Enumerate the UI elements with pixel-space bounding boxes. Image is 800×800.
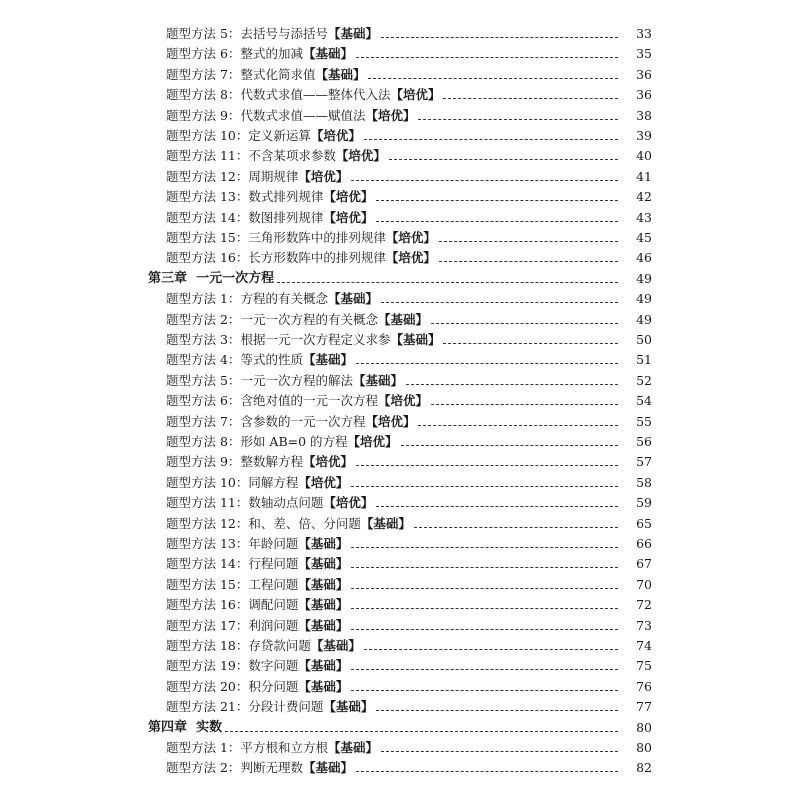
toc-entry-text: 等式的性质 — [240, 352, 303, 368]
toc-leader-dots — [376, 709, 618, 711]
toc-leader-dots — [431, 322, 618, 324]
toc-entry-title — [166, 87, 440, 103]
toc-leader-dots — [381, 36, 618, 38]
toc-entry[interactable] — [0, 695, 800, 715]
toc-entry-label: 题型方法 21： — [166, 699, 249, 715]
toc-entry-tag: 【培优】 — [377, 393, 428, 409]
toc-page-number: 45 — [636, 230, 652, 245]
toc-entry-title — [166, 332, 440, 348]
toc-page-number: 80 — [636, 740, 652, 755]
toc-leader-dots — [381, 301, 618, 303]
toc-leader-dots — [376, 199, 618, 201]
toc-leader-dots — [431, 403, 618, 405]
toc-entry-tag: 【培优】 — [365, 107, 416, 123]
toc-entry-tag: 【培优】 — [347, 434, 398, 449]
toc-entry-label: 第四章 — [148, 719, 188, 735]
toc-page-number: 52 — [636, 372, 652, 388]
toc-leader-dots — [376, 505, 618, 507]
toc-entry-text: 一元一次方程的有关概念 — [240, 311, 378, 327]
toc-entry-label: 题型方法 1： — [166, 740, 241, 755]
toc-page-number: 42 — [636, 189, 652, 205]
toc-entry-text: 数字问题 — [248, 658, 299, 674]
toc-entry-label: 题型方法 10： — [166, 128, 249, 143]
toc-entry-tag: 【基础】 — [302, 760, 353, 776]
toc-entry[interactable] — [0, 246, 800, 266]
toc-entry-tag: 【基础】 — [315, 66, 366, 82]
toc-entry-text: 行程问题 — [248, 556, 299, 572]
toc-entry-tag: 【基础】 — [352, 372, 403, 388]
toc-entry-text: 整式的加减 — [240, 46, 303, 62]
toc-entry[interactable] — [0, 410, 800, 430]
toc-entry-label: 题型方法 11： — [166, 148, 249, 164]
toc-leader-dots — [351, 607, 618, 609]
toc-entry-label: 题型方法 8： — [166, 434, 241, 449]
toc-entry-tag: 【基础】 — [298, 617, 349, 633]
toc-entry-label: 题型方法 10： — [166, 474, 249, 490]
toc-entry-text: 整数解方程 — [240, 454, 303, 470]
toc-entry[interactable] — [0, 165, 800, 185]
toc-entry-title — [166, 638, 361, 654]
toc-entry-title — [166, 230, 436, 246]
toc-leader-dots — [401, 444, 618, 446]
toc-entry-title — [166, 618, 348, 634]
toc-entry-tag: 【培优】 — [310, 128, 361, 143]
toc-entry-label: 题型方法 8： — [166, 87, 241, 103]
toc-entry-tag: 【培优】 — [365, 413, 416, 429]
toc-entry-tag: 【基础】 — [298, 678, 349, 694]
toc-page-number: 36 — [636, 66, 652, 82]
toc-entry-title — [166, 740, 378, 756]
toc-entry-tag: 【基础】 — [323, 699, 374, 715]
toc-leader-dots — [364, 648, 618, 650]
toc-entry-tag: 【培优】 — [390, 87, 441, 103]
toc-entry-text: 方程的有关概念 — [240, 291, 328, 307]
toc-entry[interactable] — [0, 226, 800, 246]
toc-entry-title — [166, 128, 361, 144]
toc-entry-label: 题型方法 7： — [166, 66, 241, 82]
toc-entry-text: 判断无理数 — [240, 760, 303, 776]
toc-entry-title — [166, 434, 398, 450]
toc-entry-title — [148, 271, 274, 287]
toc-leader-dots — [418, 424, 618, 426]
toc-leader-dots — [351, 546, 618, 548]
toc-entry-tag: 【基础】 — [390, 332, 441, 347]
toc-entry-title — [166, 577, 348, 593]
toc-entry-text: 含参数的一元一次方程 — [240, 413, 366, 429]
toc-entry-title — [166, 148, 386, 164]
toc-entry[interactable] — [0, 654, 800, 674]
toc-page-number: 46 — [636, 250, 652, 266]
toc-entry-text: 整式化简求值 — [240, 66, 316, 82]
toc-entry-label: 题型方法 9： — [166, 107, 241, 123]
toc-entry-tag: 【基础】 — [298, 536, 349, 551]
toc-leader-dots — [277, 281, 618, 283]
toc-entry-label: 题型方法 2： — [166, 760, 241, 776]
toc-chapter[interactable] — [0, 716, 800, 736]
toc-leader-dots — [225, 730, 618, 732]
toc-entry-label: 题型方法 3： — [166, 332, 241, 347]
toc-entry[interactable] — [0, 675, 800, 695]
toc-page-number: 50 — [636, 332, 652, 347]
toc-entry-title — [166, 26, 378, 42]
toc-entry-text: 分段计费问题 — [248, 699, 324, 715]
toc-entry-title — [166, 108, 415, 124]
toc-entry-title — [166, 352, 353, 368]
toc-leader-dots — [381, 750, 618, 752]
toc-page-number: 74 — [636, 638, 652, 653]
toc-entry[interactable] — [0, 756, 800, 776]
toc-entry[interactable] — [0, 430, 800, 450]
toc-entry-text: 积分问题 — [248, 678, 299, 694]
toc-page-number: 55 — [636, 413, 652, 429]
toc-chapter[interactable] — [0, 267, 800, 287]
toc-page-number: 82 — [636, 760, 652, 776]
toc-entry[interactable] — [0, 450, 800, 470]
toc-entry[interactable] — [0, 206, 800, 226]
toc-entry-title — [148, 720, 222, 736]
toc-entry[interactable] — [0, 614, 800, 634]
toc-entry-label: 题型方法 7： — [166, 413, 241, 429]
toc-entry-text: 一元一次方程的解法 — [240, 372, 353, 388]
toc-page-number: 43 — [636, 209, 652, 225]
toc-entry-label: 题型方法 6： — [166, 393, 241, 409]
toc-entry-title — [166, 495, 373, 511]
toc-leader-dots — [356, 362, 618, 364]
toc-leader-dots — [351, 179, 618, 181]
toc-entry-label: 题型方法 13： — [166, 536, 249, 551]
toc-entry-title — [166, 291, 378, 307]
toc-entry-title — [166, 658, 348, 674]
toc-entry-title — [166, 393, 428, 409]
toc-entry-text: 实数 — [196, 719, 223, 735]
toc-entry-label: 题型方法 17： — [166, 617, 249, 633]
toc-entry-label: 题型方法 20： — [166, 678, 249, 694]
toc-leader-dots — [351, 628, 618, 630]
toc-entry-tag: 【基础】 — [310, 638, 361, 653]
toc-entry-title — [166, 597, 348, 613]
toc-entry-label: 第三章 — [148, 270, 188, 286]
toc-entry-tag: 【培优】 — [302, 454, 353, 470]
toc-entry-tag: 【基础】 — [360, 515, 411, 531]
toc-entry-text: 存贷款问题 — [248, 638, 311, 653]
toc-entry-title — [166, 373, 403, 389]
toc-entry[interactable] — [0, 552, 800, 572]
toc-page-number: 58 — [636, 474, 652, 490]
toc-page-number: 80 — [636, 719, 652, 735]
toc-leader-dots — [376, 220, 618, 222]
toc-entry-tag: 【基础】 — [377, 311, 428, 327]
toc-entry-title — [166, 46, 353, 62]
toc-page-number: 36 — [636, 87, 652, 103]
toc-entry[interactable] — [0, 491, 800, 511]
toc-entry-label: 题型方法 14： — [166, 556, 249, 572]
toc-entry-title — [166, 760, 353, 776]
toc-entry-text: 去括号与添括号 — [240, 26, 328, 41]
toc-leader-dots — [351, 668, 618, 670]
toc-page-number: 59 — [636, 495, 652, 511]
toc-entry-label: 题型方法 1： — [166, 291, 241, 307]
toc-page-number: 57 — [636, 454, 652, 470]
toc-leader-dots — [406, 383, 618, 385]
toc-page-number: 49 — [636, 291, 652, 307]
toc-entry[interactable] — [0, 22, 800, 42]
toc-entry-title — [166, 414, 415, 430]
toc-entry-title — [166, 250, 436, 266]
toc-entry[interactable] — [0, 328, 800, 348]
toc-entry-text: 工程问题 — [248, 576, 299, 592]
toc-entry[interactable] — [0, 512, 800, 532]
toc-entry[interactable] — [0, 369, 800, 389]
toc-entry-text: 定义新运算 — [248, 128, 311, 143]
toc-page-number: 72 — [636, 597, 652, 613]
toc-entry-label: 题型方法 16： — [166, 597, 249, 613]
toc-entry-tag: 【基础】 — [298, 658, 349, 674]
toc-page-number: 70 — [636, 576, 652, 592]
toc-entry-label: 题型方法 6： — [166, 46, 241, 62]
toc-entry-title — [166, 475, 348, 491]
toc-entry-tag: 【基础】 — [302, 46, 353, 62]
toc-entry-tag: 【培优】 — [298, 474, 349, 490]
toc-entry-title — [166, 536, 348, 552]
toc-entry-tag: 【培优】 — [323, 189, 374, 205]
toc-page-number: 51 — [636, 352, 652, 368]
toc-entry-tag: 【培优】 — [335, 148, 386, 164]
toc-leader-dots — [418, 118, 618, 120]
toc-entry-label: 题型方法 5： — [166, 26, 241, 41]
toc-page-number: 75 — [636, 658, 652, 674]
toc-entry-text: 一元一次方程 — [196, 270, 275, 286]
toc-entry[interactable] — [0, 63, 800, 83]
toc-entry-text: 调配问题 — [248, 597, 299, 613]
toc-entry-tag: 【基础】 — [327, 26, 378, 41]
toc-entry-label: 题型方法 18： — [166, 638, 249, 653]
toc-entry-tag: 【培优】 — [385, 230, 436, 245]
toc-entry[interactable] — [0, 634, 800, 654]
toc-leader-dots — [368, 77, 618, 79]
toc-entry-tag: 【基础】 — [298, 576, 349, 592]
toc-leader-dots — [356, 464, 618, 466]
toc-entry-tag: 【基础】 — [327, 740, 378, 755]
toc-entry-label: 题型方法 11： — [166, 495, 249, 511]
toc-page-number: 40 — [636, 148, 652, 164]
toc-entry-text: 年龄问题 — [248, 536, 299, 551]
toc-entry[interactable] — [0, 532, 800, 552]
toc-entry[interactable] — [0, 144, 800, 164]
toc-entry-text: 长方形数阵中的排列规律 — [248, 250, 386, 266]
toc-leader-dots — [443, 342, 618, 344]
toc-entry-title — [166, 67, 365, 83]
toc-entry-text: 同解方程 — [248, 474, 299, 490]
toc-entry[interactable] — [0, 308, 800, 328]
toc-entry-tag: 【基础】 — [302, 352, 353, 368]
toc-page-number: 67 — [636, 556, 652, 572]
toc-leader-dots — [351, 689, 618, 691]
toc-entry-label: 题型方法 15： — [166, 576, 249, 592]
toc-entry-text: 根据一元一次方程定义求参 — [240, 332, 391, 347]
toc-entry-title — [166, 169, 348, 185]
toc-leader-dots — [439, 260, 618, 262]
toc-page-number: 54 — [636, 393, 652, 409]
toc-leader-dots — [351, 566, 618, 568]
toc-entry-title — [166, 679, 348, 695]
toc-page-number: 39 — [636, 128, 652, 143]
toc-entry-label: 题型方法 16： — [166, 250, 249, 266]
toc-entry-title — [166, 312, 428, 328]
toc-entry[interactable] — [0, 185, 800, 205]
toc-leader-dots — [439, 240, 618, 242]
toc-leader-dots — [356, 770, 618, 772]
toc-entry-label: 题型方法 2： — [166, 311, 241, 327]
toc-entry-text: 不含某项求参数 — [248, 148, 336, 164]
toc-page-number: 35 — [636, 46, 652, 62]
toc-entry-tag: 【培优】 — [385, 250, 436, 266]
toc-entry-label: 题型方法 12： — [166, 168, 249, 184]
toc-entry[interactable] — [0, 83, 800, 103]
toc-entry-title — [166, 210, 373, 226]
toc-entry-tag: 【基础】 — [298, 597, 349, 613]
toc-entry-tag: 【基础】 — [327, 291, 378, 307]
toc-page-number: 76 — [636, 678, 652, 694]
toc-entry-text: 形如 AB=0 的方程 — [240, 434, 348, 449]
toc-entry-text: 代数式求值——赋值法 — [240, 107, 366, 123]
toc-leader-dots — [443, 97, 618, 99]
toc-entry-text: 含绝对值的一元一次方程 — [240, 393, 378, 409]
toc-entry-text: 平方根和立方根 — [240, 740, 328, 755]
toc-entry-tag: 【培优】 — [298, 168, 349, 184]
toc-entry[interactable] — [0, 573, 800, 593]
toc-entry-label: 题型方法 4： — [166, 352, 241, 368]
toc-entry-label: 题型方法 9： — [166, 454, 241, 470]
toc-page-number: 56 — [636, 434, 652, 449]
toc-entry-title — [166, 454, 353, 470]
toc-page-number: 38 — [636, 107, 652, 123]
toc-page-number: 41 — [636, 168, 652, 184]
toc-entry[interactable] — [0, 348, 800, 368]
toc-entry-label: 题型方法 15： — [166, 230, 249, 245]
toc-entry-text: 和、差、倍、分问题 — [248, 515, 361, 531]
toc-leader-dots — [351, 587, 618, 589]
toc-entry-text: 数式排列规律 — [248, 189, 324, 205]
toc-entry-text: 代数式求值——整体代入法 — [240, 87, 391, 103]
toc-page-number: 49 — [636, 311, 652, 327]
toc-entry[interactable] — [0, 104, 800, 124]
toc-page-number: 77 — [636, 699, 652, 715]
toc-entry-label: 题型方法 14： — [166, 209, 249, 225]
toc-entry-tag: 【培优】 — [323, 495, 374, 511]
toc-entry-label: 题型方法 19： — [166, 658, 249, 674]
toc-entry-title — [166, 556, 348, 572]
toc-entry-title — [166, 516, 411, 532]
toc-page-number: 65 — [636, 515, 652, 531]
toc-entry-text: 数轴动点问题 — [248, 495, 324, 511]
toc-entry-label: 题型方法 12： — [166, 515, 249, 531]
toc-leader-dots — [414, 526, 618, 528]
toc-entry-tag: 【基础】 — [298, 556, 349, 572]
toc-entry-title — [166, 189, 373, 205]
toc-entry-text: 周期规律 — [248, 168, 299, 184]
toc-entry-text: 数图排列规律 — [248, 209, 324, 225]
toc-entry[interactable] — [0, 42, 800, 62]
toc-entry-tag: 【培优】 — [323, 209, 374, 225]
toc-entry-label: 题型方法 5： — [166, 372, 241, 388]
toc-page-number: 73 — [636, 617, 652, 633]
toc-entry[interactable] — [0, 124, 800, 144]
toc-leader-dots — [389, 158, 618, 160]
toc-entry-label: 题型方法 13： — [166, 189, 249, 205]
toc-leader-dots — [364, 138, 618, 140]
toc-entry-text: 三角形数阵中的排列规律 — [248, 230, 386, 245]
toc-page-number: 49 — [636, 270, 652, 286]
toc-page-number: 66 — [636, 536, 652, 551]
toc-page-number: 33 — [636, 26, 652, 41]
toc-leader-dots — [351, 485, 618, 487]
toc-entry[interactable] — [0, 593, 800, 613]
toc-entry[interactable] — [0, 736, 800, 756]
toc-entry[interactable] — [0, 287, 800, 307]
toc-entry[interactable] — [0, 471, 800, 491]
toc-entry[interactable] — [0, 389, 800, 409]
toc-entry-title — [166, 699, 373, 715]
toc-leader-dots — [356, 56, 618, 58]
toc-entry-text: 利润问题 — [248, 617, 299, 633]
